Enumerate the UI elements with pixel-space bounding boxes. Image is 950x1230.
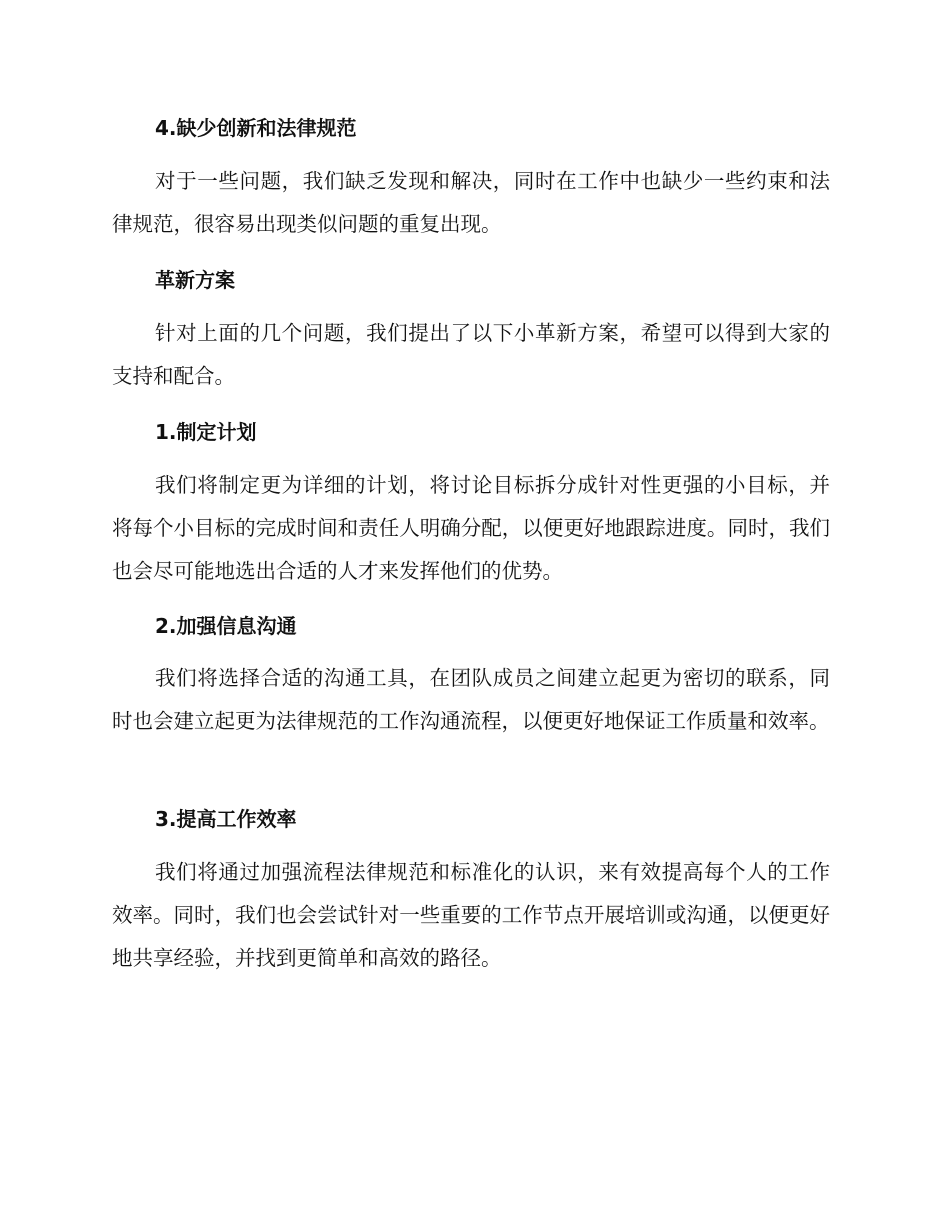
- section-paragraph-communication: 我们将选择合适的沟通工具，在团队成员之间建立起更为密切的联系，同时也会建立起更为法律规范的工作沟通流程，以便更好地保证工作质量和效率。: [112, 666, 830, 733]
- section-paragraph-efficiency: 我们将通过加强流程法律规范和标准化的认识，来有效提高每个人的工作效率。同时，我们也会尝试针对一些重要的工作节点开展培训或沟通，以便更好地共享经验，并找到更简单和高效的路径。: [112, 860, 830, 970]
- section-heading-communication: 2.加强信息沟通: [155, 614, 297, 638]
- section-heading-efficiency: 3.提高工作效率: [155, 807, 297, 831]
- section-heading-lack-of-innovation: 4.缺少创新和法律规范: [155, 116, 357, 140]
- section-heading-reform-plan: 革新方案: [155, 268, 235, 292]
- section-paragraph-lack-of-innovation: 对于一些问题，我们缺乏发现和解决，同时在工作中也缺少一些约束和法律规范，很容易出现类似问题的重复出现。: [112, 169, 830, 236]
- section-heading-make-plan: 1.制定计划: [155, 420, 257, 444]
- section-paragraph-reform-plan: 针对上面的几个问题，我们提出了以下小革新方案，希望可以得到大家的支持和配合。: [112, 321, 830, 388]
- section-paragraph-make-plan: 我们将制定更为详细的计划，将讨论目标拆分成针对性更强的小目标，并将每个小目标的完成时间和责任人明确分配，以便更好地跟踪进度。同时，我们也会尽可能地选出合适的人才来发挥他们的优势。: [112, 473, 830, 583]
